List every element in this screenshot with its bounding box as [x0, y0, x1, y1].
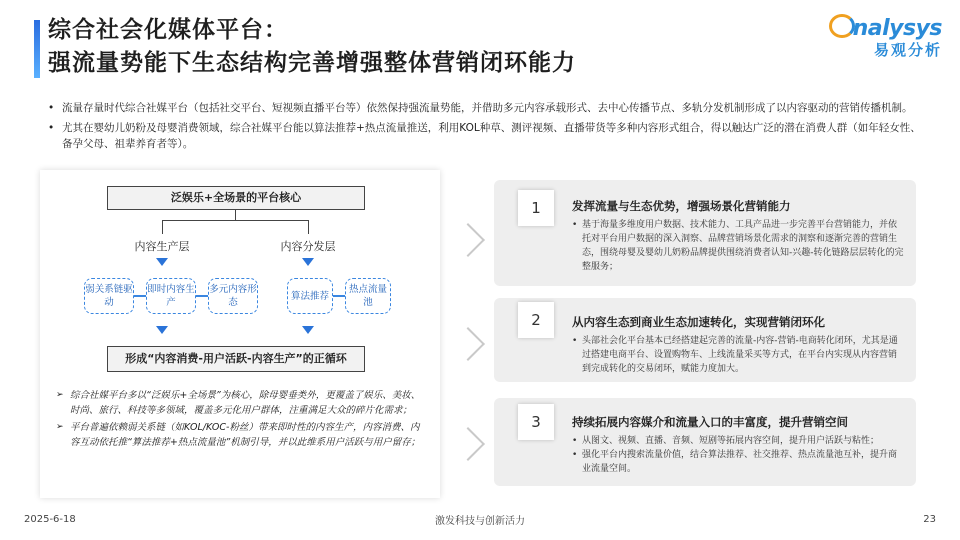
- connector: [162, 220, 308, 221]
- card-item: • 从图文、视频、直播、音频、短剧等拓展内容空间，提升用户活跃与粘性；: [572, 434, 904, 448]
- strategy-card-3: [494, 398, 916, 486]
- logo-cn-text: 易观分析: [873, 41, 942, 59]
- card-number: 1: [518, 190, 554, 226]
- card-title: 发挥流量与生态优势，增强场景化营销能力: [572, 199, 791, 213]
- footer-slogan: 激发科技与创新活力: [435, 516, 525, 527]
- chevron-right-icon: [451, 427, 485, 461]
- intro-bullet: • 尤其在婴幼儿奶粉及母婴消费领域，综合社媒平台能以算法推荐+热点流量推送，利用KOL种草、测评视频、直播带货等多种内容形式组合，得以触达广泛的潜在消费人群（如年轻女性、备孕父母、祖辈养育者等）。: [46, 120, 926, 153]
- chevron-right-icon: [451, 327, 485, 361]
- node-link: [196, 295, 208, 297]
- chevron-right-icon: [451, 223, 485, 257]
- diagram-notes: [56, 388, 428, 452]
- footer-date: 2025-6-18: [24, 514, 76, 525]
- strategy-card-1: [494, 180, 916, 286]
- connector: [235, 209, 236, 220]
- arrow-down-icon: [156, 326, 168, 334]
- page-title-line1: 综合社会化媒体平台：: [48, 17, 288, 43]
- card-number: 3: [518, 404, 554, 440]
- card-title: 从内容生态到商业生态加速转化，实现营销闭环化: [572, 315, 825, 329]
- intro-bullet: • 流量存量时代综合社媒平台（包括社交平台、短视频直播平台等）依然保持强流量势能，并借助多元内容承载形式、去中心传播节点、多轨分发机制形成了以内容驱动的营销传播机制。: [46, 100, 926, 117]
- connector: [162, 220, 163, 234]
- card-item: • 头部社会化平台基本已经搭建起完善的流量-内容-营销-电商转化闭环，尤其是通过搭建电商平台、设置购物车、上线流量采买等方式，在平台内实现从内容营销到完成转化的交易闭环，赋能力度加大。: [572, 334, 904, 376]
- page-title: [48, 14, 576, 80]
- node-instant-production: 即时内容生产: [146, 278, 196, 314]
- content-production-layer-label: 内容生产层: [134, 240, 190, 253]
- node-hot-traffic-pool: 热点流量池: [345, 278, 391, 314]
- note-item: ➢ 综合社媒平台多以“泛娱乐+全场景”为核心，除母婴垂类外，更覆盖了娱乐、美妆、时尚、旅行、科技等多领域，覆盖多元化用户群体，注重满足大众的碎片化需求；: [56, 388, 428, 418]
- node-algorithm-recommend: 算法推荐: [287, 278, 333, 314]
- strategy-card-2: [494, 298, 916, 382]
- arrow-down-icon: [302, 258, 314, 266]
- arrow-down-icon: [302, 326, 314, 334]
- node-link: [134, 295, 146, 297]
- title-accent-bar: [34, 20, 40, 78]
- node-weak-relation: 弱关系链驱动: [84, 278, 134, 314]
- arrow-down-icon: [156, 258, 168, 266]
- analysys-logo: [824, 14, 942, 66]
- intro-bullets: [46, 100, 926, 156]
- node-diverse-forms: 多元内容形态: [208, 278, 258, 314]
- content-distribution-layer-label: 内容分发层: [280, 240, 336, 253]
- card-item: • 基于海量多维度用户数据、技术能力、工具产品进一步完善平台营销能力，并依托对平台用户数据的深入洞察、品牌营销场景化需求的洞察和逐渐完善的营销生态，围绕母婴及婴幼儿奶粉品牌提供围绕消费者认知-兴趣-转化链路层层转化的完整服务；: [572, 218, 904, 274]
- logo-swirl-icon: [829, 14, 855, 38]
- page-title-line2: 强流量势能下生态结构完善增强整体营销闭环能力: [48, 50, 576, 76]
- connector: [308, 220, 309, 234]
- card-number: 2: [518, 302, 554, 338]
- page-number: 23: [923, 514, 936, 525]
- positive-cycle-box: 形成“内容消费-用户活跃-内容生产”的正循环: [107, 346, 365, 372]
- node-link: [333, 295, 345, 297]
- note-item: ➢ 平台普遍依赖弱关系链（如KOL/KOC-粉丝）带来即时性的内容生产，内容消费、内容互动依托推“算法推荐+热点流量池”机制引导，并以此维系用户活跃与用户留存；: [56, 420, 428, 450]
- card-title: 持续拓展内容媒介和流量入口的丰富度，提升营销空间: [572, 415, 848, 429]
- platform-core-box: 泛娱乐+全场景的平台核心: [107, 186, 365, 210]
- logo-en-text: nalysys: [852, 16, 942, 41]
- card-item: • 强化平台内搜索流量价值，结合算法推荐、社交推荐、热点流量池互补，提升商业流量空间。: [572, 448, 904, 476]
